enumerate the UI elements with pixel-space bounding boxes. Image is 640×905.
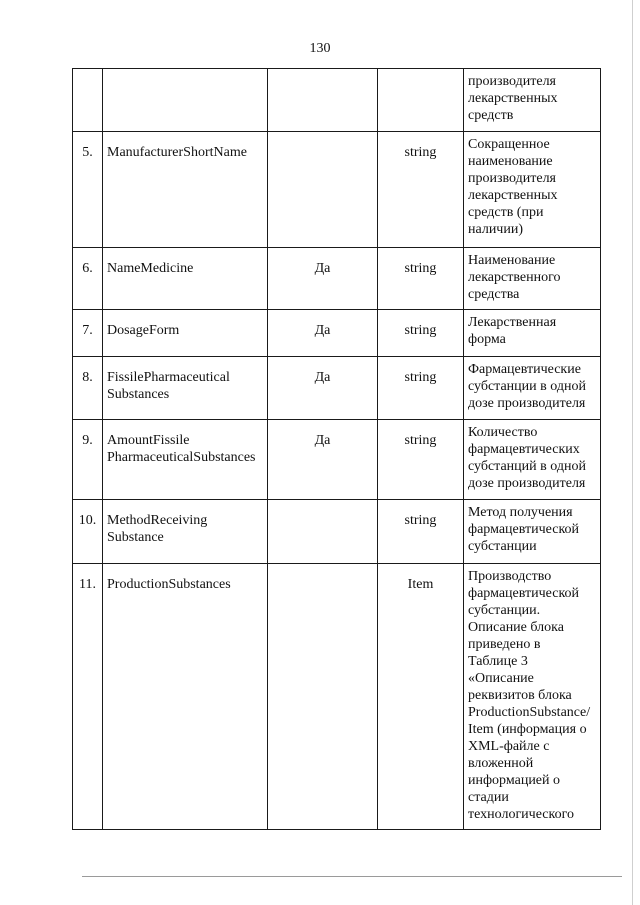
table-row (73, 132, 601, 248)
type-cell: string (378, 500, 464, 564)
required-cell (268, 500, 378, 564)
type-cell: Item (378, 564, 464, 830)
required-cell (268, 564, 378, 830)
row-number-cell: 11. (73, 564, 103, 830)
page-number: 130 (309, 41, 331, 56)
row-number-cell (73, 69, 103, 132)
row-number-cell: 7. (73, 310, 103, 357)
required-cell: Да (268, 420, 378, 500)
field-name-cell: AmountFissile PharmaceuticalSubstances (103, 420, 268, 500)
type-cell: string (378, 357, 464, 420)
row-number-cell: 10. (73, 500, 103, 564)
description-cell: Лекарственная форма (464, 310, 601, 357)
type-cell (378, 69, 464, 132)
type-cell: string (378, 132, 464, 248)
description-cell: Фармацевтические субстанции в одной дозе производителя (464, 357, 601, 420)
required-cell (268, 132, 378, 248)
description-cell: Количество фармацевтических субстанций в одной дозе производителя (464, 420, 601, 500)
type-cell: string (378, 420, 464, 500)
table-row (73, 357, 601, 420)
type-cell: string (378, 248, 464, 310)
table-row (73, 500, 601, 564)
table-row (73, 69, 601, 132)
field-name-cell: FissilePharmaceutical Substances (103, 357, 268, 420)
field-name-cell: NameMedicine (103, 248, 268, 310)
scan-edge-line (82, 876, 622, 877)
row-number-cell: 6. (73, 248, 103, 310)
row-number-cell: 9. (73, 420, 103, 500)
requisites-table (72, 68, 601, 830)
table-row (73, 310, 601, 357)
description-cell: Наименование лекарственного средства (464, 248, 601, 310)
scan-edge-line (632, 0, 633, 905)
table-row (73, 248, 601, 310)
required-cell (268, 69, 378, 132)
field-name-cell (103, 69, 268, 132)
field-name-cell: ProductionSubstances (103, 564, 268, 830)
type-cell: string (378, 310, 464, 357)
required-cell: Да (268, 357, 378, 420)
description-cell: Метод получения фармацевтической субстанции (464, 500, 601, 564)
required-cell: Да (268, 248, 378, 310)
field-name-cell: MethodReceiving Substance (103, 500, 268, 564)
table-row (73, 564, 601, 830)
table-row (73, 420, 601, 500)
description-cell: Сокращенное наименование производителя лекарственных средств (при наличии) (464, 132, 601, 248)
field-name-cell: DosageForm (103, 310, 268, 357)
field-name-cell: ManufacturerShortName (103, 132, 268, 248)
row-number-cell: 8. (73, 357, 103, 420)
row-number-cell: 5. (73, 132, 103, 248)
description-cell: Производство фармацевтической субстанции. Описание блока приведено в Таблице 3 «Описание реквизитов блока ProductionSubstance/ Item (информация о XML-файле с вложенной информацией о стадии технологического (464, 564, 601, 830)
description-cell: производителя лекарственных средств (464, 69, 601, 132)
required-cell: Да (268, 310, 378, 357)
